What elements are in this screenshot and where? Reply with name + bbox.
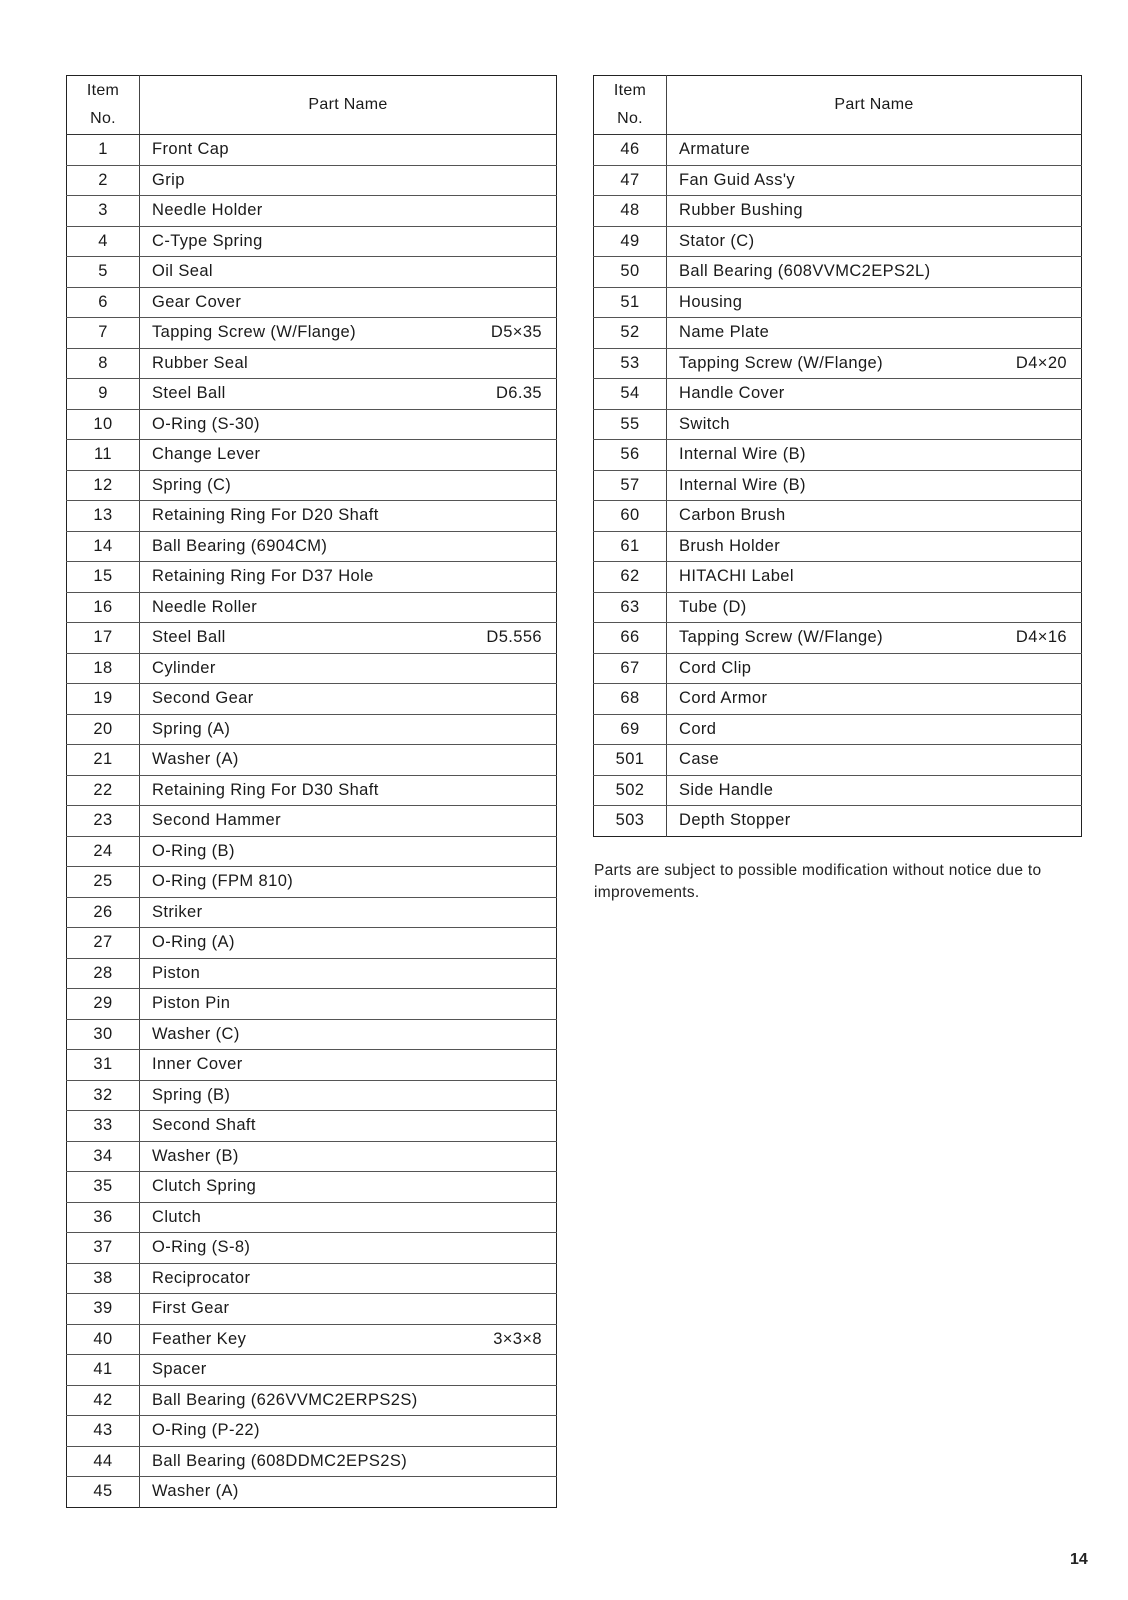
item-no-cell: 41 — [67, 1355, 140, 1386]
part-name-text: Spring (B) — [152, 1085, 231, 1104]
table-row — [594, 745, 1082, 776]
table-row — [67, 440, 557, 471]
part-name-text: Feather Key — [152, 1329, 247, 1348]
part-name-cell — [667, 318, 1082, 349]
item-no-cell: 13 — [67, 501, 140, 532]
item-no-cell: 15 — [67, 562, 140, 593]
part-name-cell — [140, 928, 557, 959]
part-spec-text: 3×3×8 — [493, 1329, 542, 1348]
table-row — [67, 501, 557, 532]
item-no-cell: 36 — [67, 1202, 140, 1233]
part-name-cell — [667, 165, 1082, 196]
part-name-cell — [140, 1202, 557, 1233]
table-row — [594, 806, 1082, 837]
part-name-cell — [140, 1416, 557, 1447]
table-row — [594, 257, 1082, 288]
part-name-cell — [140, 1263, 557, 1294]
part-name-cell — [667, 196, 1082, 227]
part-name-text: Grip — [152, 170, 185, 189]
table-row — [67, 135, 557, 166]
table-row — [67, 1141, 557, 1172]
item-no-cell: 55 — [594, 409, 667, 440]
part-spec-text: D4×16 — [1015, 628, 1067, 647]
table-row — [67, 653, 557, 684]
part-name-text: Gear Cover — [152, 292, 242, 311]
part-name-text: Switch — [679, 414, 730, 433]
part-name-cell — [667, 562, 1082, 593]
item-no-cell: 26 — [67, 897, 140, 928]
part-name-cell — [140, 897, 557, 928]
table-row — [67, 1355, 557, 1386]
part-name-cell — [140, 1477, 557, 1508]
part-name-cell — [140, 1233, 557, 1264]
table-row — [67, 867, 557, 898]
part-name-cell — [667, 409, 1082, 440]
part-name-text: Steel Ball — [152, 628, 226, 647]
table-row — [67, 257, 557, 288]
item-no-cell: 18 — [67, 653, 140, 684]
table-row — [594, 226, 1082, 257]
table-row — [67, 1385, 557, 1416]
table-row — [67, 684, 557, 715]
table-row — [67, 379, 557, 410]
table-row — [594, 348, 1082, 379]
item-no-cell: 1 — [67, 135, 140, 166]
part-name-cell — [140, 379, 557, 410]
table-row — [594, 592, 1082, 623]
part-name-text: Armature — [679, 140, 751, 159]
part-name-text: Tapping Screw (W/Flange) — [679, 628, 884, 647]
item-no-cell: 68 — [594, 684, 667, 715]
table-row — [594, 501, 1082, 532]
item-no-cell: 53 — [594, 348, 667, 379]
table-row — [594, 562, 1082, 593]
item-no-cell: 48 — [594, 196, 667, 227]
part-name-cell — [140, 318, 557, 349]
item-no-header: Item No. — [67, 76, 140, 135]
item-no-cell: 60 — [594, 501, 667, 532]
part-name-cell — [667, 623, 1082, 654]
table-row — [67, 1111, 557, 1142]
part-name-cell — [667, 592, 1082, 623]
item-no-cell: 9 — [67, 379, 140, 410]
table-row — [67, 623, 557, 654]
part-name-cell — [140, 806, 557, 837]
part-name-text: Fan Guid Ass'y — [679, 170, 796, 189]
item-no-cell: 61 — [594, 531, 667, 562]
item-no-cell: 56 — [594, 440, 667, 471]
part-name-text: O-Ring (S-30) — [152, 414, 260, 433]
part-name-cell — [140, 775, 557, 806]
part-name-cell — [667, 501, 1082, 532]
item-no-cell: 22 — [67, 775, 140, 806]
part-name-text: Reciprocator — [152, 1268, 251, 1287]
item-no-cell: 66 — [594, 623, 667, 654]
item-no-cell: 7 — [67, 318, 140, 349]
table-row — [594, 440, 1082, 471]
table-header-row — [594, 76, 1082, 135]
part-name-text: Brush Holder — [679, 536, 781, 555]
part-name-cell — [667, 531, 1082, 562]
part-name-cell — [140, 287, 557, 318]
part-name-cell — [140, 562, 557, 593]
part-name-cell — [140, 470, 557, 501]
item-no-cell: 3 — [67, 196, 140, 227]
part-name-text: Washer (A) — [152, 750, 239, 769]
item-no-cell: 50 — [594, 257, 667, 288]
part-name-cell — [140, 531, 557, 562]
part-name-cell — [140, 440, 557, 471]
part-name-text: Case — [679, 750, 720, 769]
table-row — [67, 1233, 557, 1264]
table-row — [594, 409, 1082, 440]
table-row — [594, 714, 1082, 745]
item-no-cell: 25 — [67, 867, 140, 898]
part-name-cell — [667, 135, 1082, 166]
table-row — [594, 623, 1082, 654]
table-row — [594, 196, 1082, 227]
table-row — [67, 226, 557, 257]
item-no-cell: 69 — [594, 714, 667, 745]
part-name-cell — [140, 867, 557, 898]
part-name-text: Rubber Bushing — [679, 201, 803, 220]
part-name-cell — [667, 470, 1082, 501]
part-name-cell — [667, 257, 1082, 288]
table-row — [67, 989, 557, 1020]
item-no-cell: 40 — [67, 1324, 140, 1355]
table-row — [67, 348, 557, 379]
part-name-text: O-Ring (P-22) — [152, 1421, 260, 1440]
part-name-text: Cord Armor — [679, 689, 768, 708]
table-row — [67, 1477, 557, 1508]
part-name-cell — [140, 1385, 557, 1416]
part-name-text: Oil Seal — [152, 262, 213, 281]
part-spec-text: D5.556 — [486, 628, 542, 647]
table-row — [67, 958, 557, 989]
item-no-cell: 51 — [594, 287, 667, 318]
part-name-cell — [140, 745, 557, 776]
item-no-cell: 5 — [67, 257, 140, 288]
part-name-text: Carbon Brush — [679, 506, 786, 525]
parts-table-left — [66, 75, 557, 1508]
table-row — [67, 928, 557, 959]
part-name-cell — [140, 1019, 557, 1050]
table-row — [67, 1202, 557, 1233]
part-name-text: Steel Ball — [152, 384, 226, 403]
item-no-cell: 503 — [594, 806, 667, 837]
part-name-text: Ball Bearing (626VVMC2ERPS2S) — [152, 1390, 418, 1409]
table-row — [594, 653, 1082, 684]
part-name-cell — [667, 745, 1082, 776]
item-no-cell: 17 — [67, 623, 140, 654]
part-name-text: Piston — [152, 963, 201, 982]
part-name-cell — [140, 1141, 557, 1172]
item-no-cell: 502 — [594, 775, 667, 806]
table-row — [67, 196, 557, 227]
part-name-cell — [667, 775, 1082, 806]
part-name-text: Tapping Screw (W/Flange) — [679, 353, 884, 372]
item-no-cell: 2 — [67, 165, 140, 196]
table-row — [594, 165, 1082, 196]
table-row — [594, 379, 1082, 410]
part-name-text: Change Lever — [152, 445, 261, 464]
part-name-text: Ball Bearing (608VVMC2EPS2L) — [679, 262, 931, 281]
table-row — [67, 1416, 557, 1447]
part-name-cell — [140, 226, 557, 257]
item-no-cell: 10 — [67, 409, 140, 440]
item-no-cell: 45 — [67, 1477, 140, 1508]
part-name-text: Side Handle — [679, 780, 774, 799]
item-no-cell: 14 — [67, 531, 140, 562]
part-name-text: Cord — [679, 719, 717, 738]
part-name-cell — [140, 196, 557, 227]
table-row — [594, 318, 1082, 349]
part-name-cell — [140, 348, 557, 379]
parts-table-right-body — [594, 135, 1082, 837]
part-name-cell — [667, 226, 1082, 257]
part-name-text: Tube (D) — [679, 597, 747, 616]
item-no-cell: 67 — [594, 653, 667, 684]
part-name-cell — [140, 958, 557, 989]
table-row — [67, 1080, 557, 1111]
part-name-text: Cord Clip — [679, 658, 752, 677]
part-name-cell — [140, 623, 557, 654]
item-no-cell: 6 — [67, 287, 140, 318]
table-row — [594, 684, 1082, 715]
part-name-text: Handle Cover — [679, 384, 785, 403]
table-row — [67, 318, 557, 349]
part-name-cell — [140, 1172, 557, 1203]
part-name-cell — [140, 653, 557, 684]
item-no-cell: 12 — [67, 470, 140, 501]
part-name-cell — [140, 1080, 557, 1111]
item-no-cell: 30 — [67, 1019, 140, 1050]
part-name-cell — [140, 1294, 557, 1325]
part-name-cell — [140, 501, 557, 532]
part-name-text: Second Gear — [152, 689, 254, 708]
part-name-cell — [667, 653, 1082, 684]
part-name-text: Cylinder — [152, 658, 216, 677]
table-row — [67, 562, 557, 593]
table-row — [67, 1050, 557, 1081]
item-no-cell: 37 — [67, 1233, 140, 1264]
part-name-text: Tapping Screw (W/Flange) — [152, 323, 357, 342]
table-header-row — [67, 76, 557, 135]
part-name-text: Name Plate — [679, 323, 770, 342]
table-row — [67, 1446, 557, 1477]
item-no-cell: 31 — [67, 1050, 140, 1081]
item-no-cell: 57 — [594, 470, 667, 501]
table-row — [67, 836, 557, 867]
item-no-cell: 24 — [67, 836, 140, 867]
part-name-text: Stator (C) — [679, 231, 755, 250]
part-name-cell — [140, 592, 557, 623]
part-name-cell — [140, 257, 557, 288]
part-name-text: HITACHI Label — [679, 567, 794, 586]
part-name-cell — [667, 348, 1082, 379]
item-no-cell: 16 — [67, 592, 140, 623]
part-name-text: First Gear — [152, 1299, 230, 1318]
item-no-cell: 62 — [594, 562, 667, 593]
item-no-cell: 23 — [67, 806, 140, 837]
part-name-text: Internal Wire (B) — [679, 475, 806, 494]
table-row — [67, 1294, 557, 1325]
table-row — [67, 1172, 557, 1203]
part-name-text: Second Hammer — [152, 811, 281, 830]
table-row — [67, 1263, 557, 1294]
part-name-cell — [140, 135, 557, 166]
part-name-text: Second Shaft — [152, 1116, 256, 1135]
part-name-text: Washer (C) — [152, 1024, 240, 1043]
item-no-cell: 29 — [67, 989, 140, 1020]
part-name-text: Ball Bearing (6904CM) — [152, 536, 328, 555]
table-row — [67, 470, 557, 501]
table-row — [67, 592, 557, 623]
part-name-text: Ball Bearing (608DDMC2EPS2S) — [152, 1451, 408, 1470]
item-no-cell: 8 — [67, 348, 140, 379]
item-no-cell: 32 — [67, 1080, 140, 1111]
table-row — [67, 897, 557, 928]
part-name-text: Needle Holder — [152, 201, 263, 220]
part-name-text: O-Ring (S-8) — [152, 1238, 251, 1257]
part-name-text: Retaining Ring For D20 Shaft — [152, 506, 379, 525]
item-no-cell: 11 — [67, 440, 140, 471]
part-name-cell — [140, 409, 557, 440]
part-name-text: Spring (A) — [152, 719, 231, 738]
item-no-cell: 46 — [594, 135, 667, 166]
part-spec-text: D6.35 — [495, 384, 542, 403]
table-row — [594, 287, 1082, 318]
part-name-cell — [667, 684, 1082, 715]
item-no-cell: 4 — [67, 226, 140, 257]
item-no-cell: 42 — [67, 1385, 140, 1416]
table-row — [67, 1019, 557, 1050]
item-no-cell: 28 — [67, 958, 140, 989]
part-name-text: Retaining Ring For D30 Shaft — [152, 780, 379, 799]
part-name-cell — [667, 440, 1082, 471]
part-name-cell — [667, 714, 1082, 745]
part-name-cell — [140, 684, 557, 715]
part-name-text: Depth Stopper — [679, 811, 791, 830]
item-no-cell: 20 — [67, 714, 140, 745]
item-no-cell: 54 — [594, 379, 667, 410]
table-row — [67, 714, 557, 745]
item-no-cell: 52 — [594, 318, 667, 349]
table-row — [67, 287, 557, 318]
item-no-cell: 49 — [594, 226, 667, 257]
table-row — [594, 470, 1082, 501]
part-name-cell — [140, 1111, 557, 1142]
parts-table-right — [593, 75, 1082, 837]
table-row — [67, 745, 557, 776]
part-name-text: Retaining Ring For D37 Hole — [152, 567, 374, 586]
part-name-cell — [140, 714, 557, 745]
table-row — [594, 135, 1082, 166]
part-spec-text: D5×35 — [490, 323, 542, 342]
modification-notice: Parts are subject to possible modification without notice due to improvements. — [594, 862, 1042, 901]
part-name-text: Housing — [679, 292, 743, 311]
part-name-cell — [667, 287, 1082, 318]
item-no-cell: 43 — [67, 1416, 140, 1447]
part-name-cell — [140, 1324, 557, 1355]
part-name-header: Part Name — [140, 76, 557, 135]
table-row — [67, 775, 557, 806]
part-name-text: Inner Cover — [152, 1055, 243, 1074]
part-name-text: O-Ring (FPM 810) — [152, 872, 294, 891]
item-no-cell: 501 — [594, 745, 667, 776]
table-row — [67, 806, 557, 837]
item-no-cell: 19 — [67, 684, 140, 715]
part-name-text: Clutch Spring — [152, 1177, 257, 1196]
part-name-text: Spring (C) — [152, 475, 232, 494]
item-no-cell: 34 — [67, 1141, 140, 1172]
part-name-text: Internal Wire (B) — [679, 445, 806, 464]
item-no-cell: 27 — [67, 928, 140, 959]
part-name-text: Rubber Seal — [152, 353, 249, 372]
table-row — [67, 531, 557, 562]
item-no-cell: 33 — [67, 1111, 140, 1142]
item-no-cell: 39 — [67, 1294, 140, 1325]
part-name-cell — [140, 1446, 557, 1477]
table-row — [594, 775, 1082, 806]
part-name-text: Striker — [152, 902, 203, 921]
table-row — [67, 165, 557, 196]
table-row — [67, 409, 557, 440]
item-no-cell: 38 — [67, 1263, 140, 1294]
part-name-text: Clutch — [152, 1207, 202, 1226]
part-name-text: Front Cap — [152, 140, 229, 159]
part-spec-text: D4×20 — [1015, 353, 1067, 372]
part-name-text: C-Type Spring — [152, 231, 263, 250]
part-name-cell — [667, 379, 1082, 410]
item-no-cell: 21 — [67, 745, 140, 776]
part-name-text: Spacer — [152, 1360, 207, 1379]
part-name-cell — [667, 806, 1082, 837]
page-number: 14 — [1070, 1551, 1088, 1568]
part-name-cell — [140, 165, 557, 196]
part-name-cell — [140, 1050, 557, 1081]
part-name-text: Needle Roller — [152, 597, 258, 616]
part-name-text: O-Ring (B) — [152, 841, 235, 860]
part-name-cell — [140, 836, 557, 867]
part-name-cell — [140, 1355, 557, 1386]
part-name-text: Washer (B) — [152, 1146, 239, 1165]
item-no-cell: 44 — [67, 1446, 140, 1477]
table-row — [67, 1324, 557, 1355]
parts-table-left-body — [67, 135, 557, 1508]
part-name-text: O-Ring (A) — [152, 933, 235, 952]
item-no-cell: 47 — [594, 165, 667, 196]
part-name-header: Part Name — [667, 76, 1082, 135]
part-name-text: Washer (A) — [152, 1482, 239, 1501]
item-no-cell: 35 — [67, 1172, 140, 1203]
table-row — [594, 531, 1082, 562]
item-no-header: Item No. — [594, 76, 667, 135]
item-no-cell: 63 — [594, 592, 667, 623]
part-name-cell — [140, 989, 557, 1020]
part-name-text: Piston Pin — [152, 994, 231, 1013]
